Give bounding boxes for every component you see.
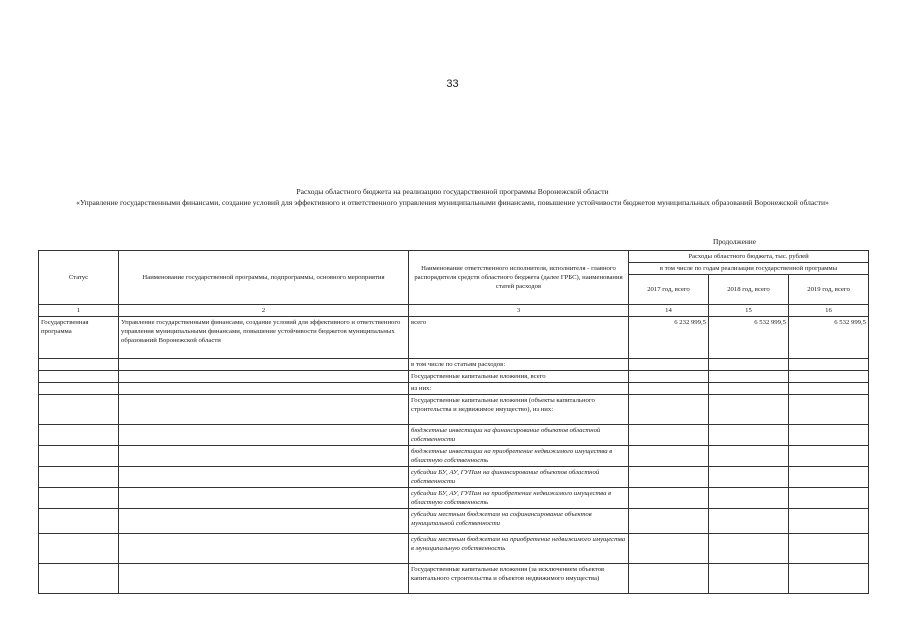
header-year-2017: 2017 год, всего	[629, 275, 709, 305]
page-number: 33	[446, 78, 459, 90]
row-capital-excluding: Государственные капитальные вложения (за исключением объектов капитального строительства и объектов недвижимого имущества)	[409, 564, 629, 594]
program-name: Управление государственными финансами, создание условий для эффективного и ответственного управления муниципальными финансами, повышение устойчивости бюджетов муниципальных образований Воронежской области	[119, 317, 409, 359]
program-value-2019: 6 532 999,5	[789, 317, 869, 359]
row-by-articles: в том числе по статьям расходов:	[409, 359, 629, 371]
row-subsidies-local-acquisition: субсидии местным бюджетам на приобретение недвижимого имущества в муниципальную собственность	[409, 534, 629, 564]
program-value-2017: 6 232 999,5	[629, 317, 709, 359]
document-title	[40, 186, 865, 208]
row-investments-acquisition: бюджетные инвестиции на приобретение недвижимого имущества в областную собственность	[409, 446, 629, 467]
program-value-2018: 6 532 999,5	[709, 317, 789, 359]
row-subsidies-local-cofinancing: субсидии местным бюджетам на софинансирование объектов муниципальной собственности	[409, 509, 629, 534]
col-num-3: 3	[409, 305, 629, 317]
row-capital-objects: Государственные капитальные вложения (объекты капитального строительства и недвижимое имущество), из них:	[409, 395, 629, 425]
program-executor: всего	[409, 317, 629, 359]
header-program-name: Наименование государственной программы, подпрограммы, основного мероприятия	[119, 251, 409, 305]
row-of-them: из них:	[409, 383, 629, 395]
row-capital-total: Государственные капитальные вложения, всего	[409, 371, 629, 383]
title-line-2: «Управление государственными финансами, создание условий для эффективного и ответственного управления муниципальными финансами, повышение устойчивости бюджетов муниципальных образований Воронежской области»	[76, 198, 829, 207]
header-expenses: Расходы областного бюджета, тыс. рублей	[629, 251, 869, 263]
col-num-1: 1	[39, 305, 119, 317]
program-status: Государственная программа	[39, 317, 119, 359]
continuation-label: Продолжение	[713, 237, 757, 246]
header-status: Статус	[39, 251, 119, 305]
title-line-1: Расходы областного бюджета на реализацию государственной программы Воронежской области	[296, 187, 609, 196]
row-subsidies-bu-acquisition: субсидии БУ, АУ, ГУПам на приобретение недвижимого имущества в областную собственность	[409, 488, 629, 509]
header-year-2018: 2018 год, всего	[709, 275, 789, 305]
col-num-16: 16	[789, 305, 869, 317]
row-investments-financing: бюджетные инвестиции на финансирование объектов областной собственности	[409, 425, 629, 446]
header-by-year: в том числе по годам реализации государственной программы	[629, 263, 869, 275]
col-num-15: 15	[709, 305, 789, 317]
header-executor: Наименование ответственного исполнителя, исполнителя - главного распорядителя средств областного бюджета (далее ГРБС), наименования статей расходов	[409, 251, 629, 305]
col-num-2: 2	[119, 305, 409, 317]
header-year-2019: 2019 год, всего	[789, 275, 869, 305]
expenses-table	[38, 250, 869, 594]
col-num-14: 14	[629, 305, 709, 317]
row-subsidies-bu-financing: субсидии БУ, АУ, ГУПам на финансирование объектов областной собственности	[409, 467, 629, 488]
